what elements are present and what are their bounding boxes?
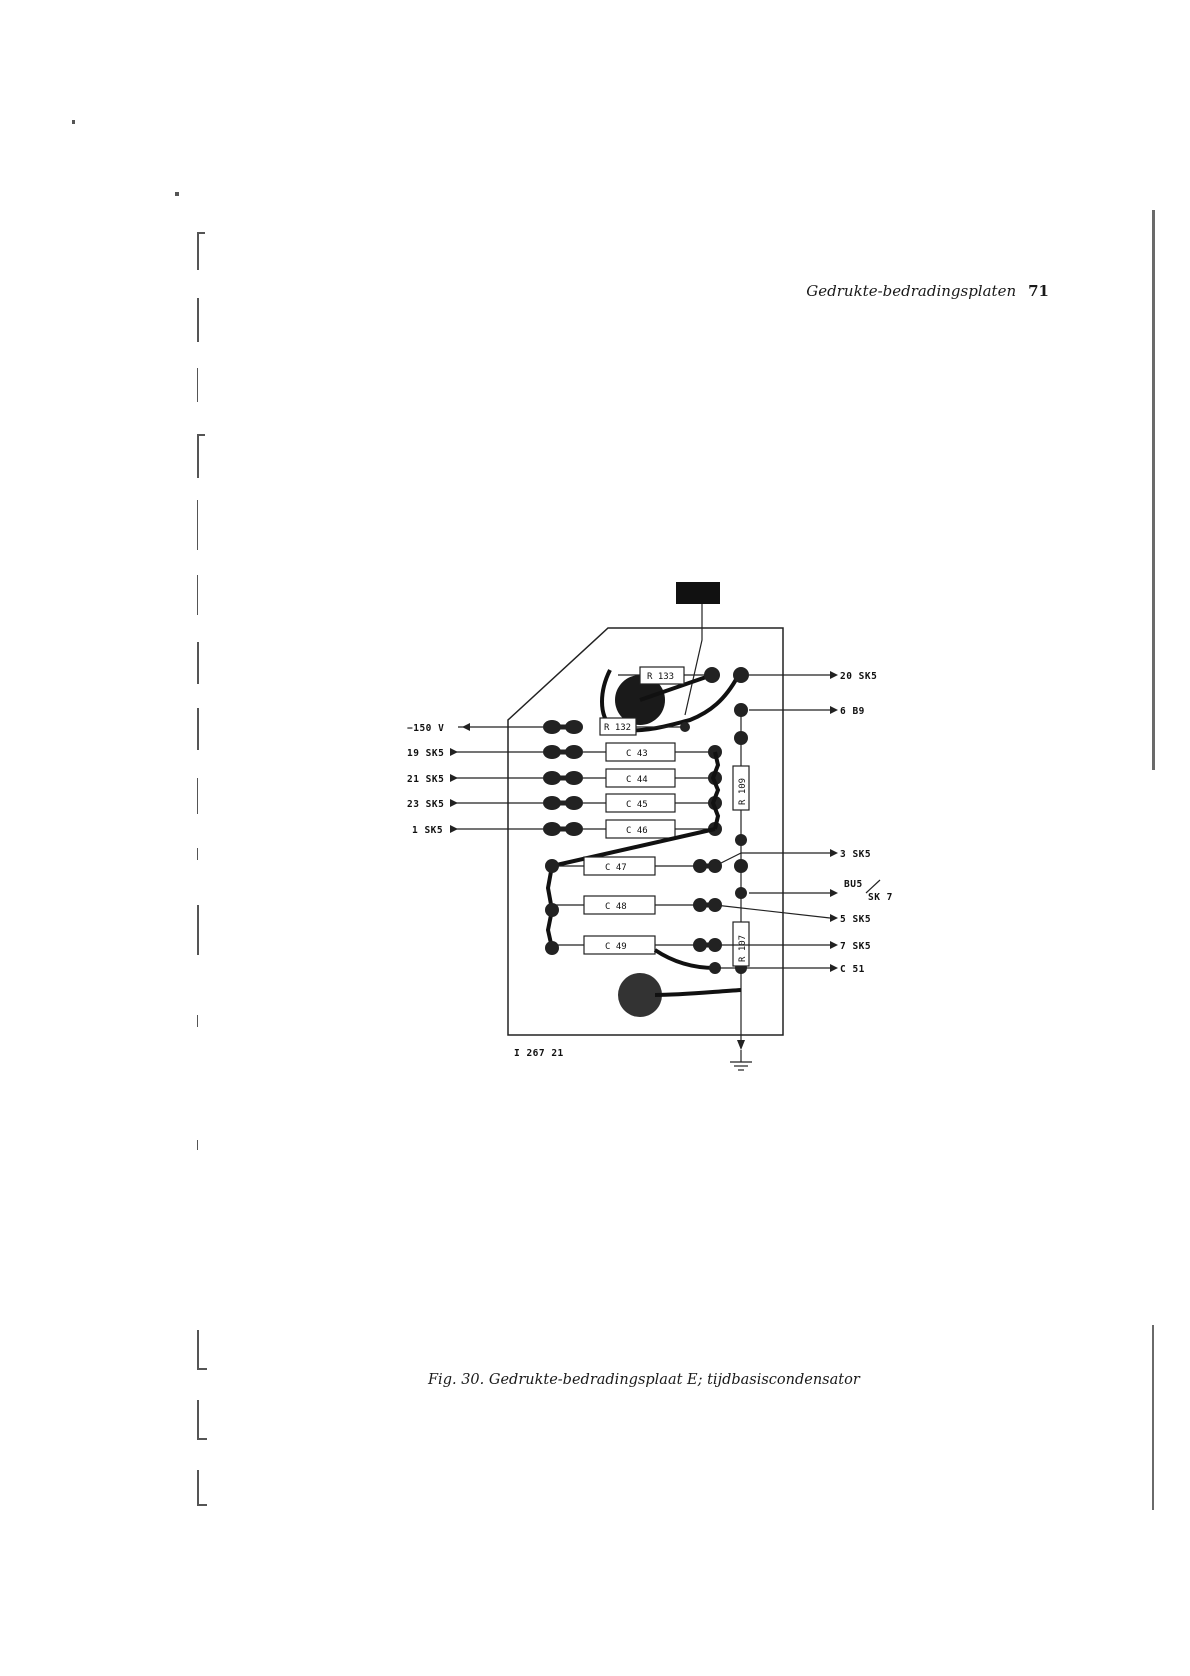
label-c44: C 44 bbox=[626, 775, 648, 785]
label-r133: R 133 bbox=[647, 672, 675, 682]
label-c48: C 48 bbox=[605, 902, 627, 912]
terminal-6b9: 6 B9 bbox=[840, 706, 865, 717]
ground-icon bbox=[730, 1050, 752, 1070]
page-number: 71 bbox=[1028, 282, 1049, 300]
terminal-c51: C 51 bbox=[840, 964, 865, 975]
terminal-20sk5: 20 SK5 bbox=[840, 671, 878, 682]
label-c43: C 43 bbox=[626, 749, 648, 759]
label-c47: C 47 bbox=[605, 863, 627, 873]
figure-caption: Fig. 30. Gedrukte-bedradingsplaat E; tijdbasiscondensator bbox=[428, 1372, 860, 1388]
label-r109: R 109 bbox=[738, 777, 748, 805]
terminal-21sk5: 21 SK5 bbox=[407, 774, 445, 785]
board-code: I 267 21 bbox=[514, 1048, 564, 1059]
terminal-7sk5: 7 SK5 bbox=[840, 941, 872, 952]
label-c45: C 45 bbox=[626, 800, 648, 810]
terminal-3sk5: 3 SK5 bbox=[840, 849, 872, 860]
terminal-sk7: SK 7 bbox=[868, 892, 893, 903]
header-title: Gedrukte-bedradingsplaten bbox=[806, 282, 1017, 300]
terminal-bu5: BU5 bbox=[844, 879, 863, 890]
terminal-23sk5: 23 SK5 bbox=[407, 799, 445, 810]
terminal-minus-150v: −150 V bbox=[407, 723, 445, 734]
terminal-19sk5: 19 SK5 bbox=[407, 748, 445, 759]
label-r107: R 107 bbox=[738, 934, 748, 962]
label-r132: R 132 bbox=[604, 723, 632, 733]
terminal-1sk5: 1 SK5 bbox=[412, 825, 444, 836]
label-c49: C 49 bbox=[605, 942, 627, 952]
shield-block bbox=[676, 582, 720, 604]
label-c46: C 46 bbox=[626, 826, 648, 836]
terminal-5sk5: 5 SK5 bbox=[840, 914, 872, 925]
